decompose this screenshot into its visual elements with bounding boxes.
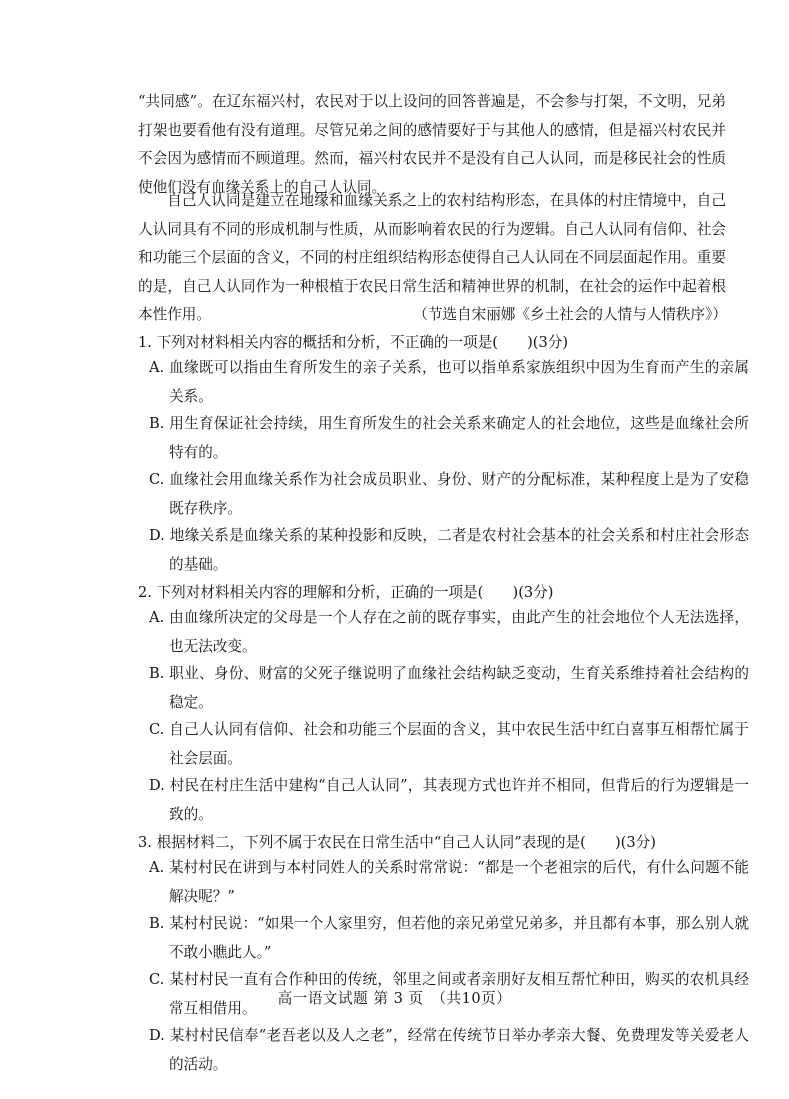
question-2-option-b: B. 职业、身份、财富的父死子继说明了血缘社会结构缺乏变动，生育关系维持着社会结构的稳定。 <box>149 665 749 711</box>
page-footer: 高一语文试题 第 3 页 （共10页） <box>277 990 512 1007</box>
question-2-option-c: C. 自己人认同有信仰、社会和功能三个层面的含义，其中农民生活中红白喜事互相帮忙属于社会层面。 <box>149 721 749 767</box>
passage-paragraph-1: “共同感”。在辽东福兴村，农民对于以上设问的回答普遍是，不会参与打架，不文明，兄弟打架也要看他有没有道理。尽管兄弟之间的感情要好于与其他人的感情，但是福兴村农民并不会因为感情而不顾道理。然而，福兴村农民并不是没有自己人认同，而是移民社会的性质使他们没有血缘关系上的自己人认同。 <box>138 93 726 196</box>
question-3-option-d: D. 某村村民信奉“老吾老以及人之老”，经常在传统节日举办孝亲大餐、免费理发等关爱老人的活动。 <box>149 1027 749 1073</box>
question-2-stem: 2. 下列对材料相关内容的理解和分析，正确的一项是( )(3分) <box>138 584 554 601</box>
passage-paragraph-2: 自己人认同是建立在地缘和血缘关系之上的农村结构形态，在具体的村庄情境中，自己人认同具有不同的形成机制与性质，从而影响着农民的行为逻辑。自己人认同有信仰、社会和功能三个层面的含义，不同的村庄组织结构形态使得自己人认同在不同层面起作用。重要的是，自己人认同作为一种根植于农民日常生活和精神世界的机制，在社会的运作中起着根本性作用。 <box>138 192 726 323</box>
question-1-option-c: C. 血缘社会用血缘关系作为社会成员职业、身份、财产的分配标准，某种程度上是为了安稳既存秩序。 <box>149 471 749 517</box>
question-3-option-b: B. 某村村民说：“如果一个人家里穷，但若他的亲兄弟堂兄弟多，并且都有本事，那么别人就不敢小瞧此人。” <box>149 915 749 961</box>
question-3-option-a: A. 某村村民在讲到与本村同姓人的关系时常常说：“都是一个老祖宗的后代，有什么问题不能解决呢？” <box>149 859 749 905</box>
question-2-option-a: A. 由血缘所决定的父母是一个人存在之前的既存事实，由此产生的社会地位个人无法选择，也无法改变。 <box>149 609 749 655</box>
question-1-option-b: B. 用生育保证社会持续，用生育所发生的社会关系来确定人的社会地位，这些是血缘社会所特有的。 <box>149 415 749 461</box>
question-1-option-a: A. 血缘既可以指由生育所发生的亲子关系，也可以指单系家族组织中因为生育而产生的亲属关系。 <box>149 359 749 405</box>
question-1-option-d: D. 地缘关系是血缘关系的某种投影和反映，二者是农村社会基本的社会关系和村庄社会形态的基础。 <box>149 527 749 573</box>
question-3-option-c: C. 某村村民一直有合作种田的传统，邻里之间或者亲朋好友相互帮忙种田，购买的农机具经常互相借用。 <box>149 971 749 1017</box>
question-3-stem: 3. 根据材料二，下列不属于农民在日常生活中“自己人认同”表现的是( )(3分) <box>138 834 656 851</box>
question-1-stem: 1. 下列对材料相关内容的概括和分析，不正确的一项是( )(3分) <box>138 334 569 351</box>
question-2-option-d: D. 村民在村庄生活中建构“自己人认同”，其表现方式也许并不相同，但背后的行为逻辑是一致的。 <box>149 777 749 823</box>
passage-source: （节选自宋丽娜《乡土社会的人情与人情秩序》） <box>413 306 727 323</box>
